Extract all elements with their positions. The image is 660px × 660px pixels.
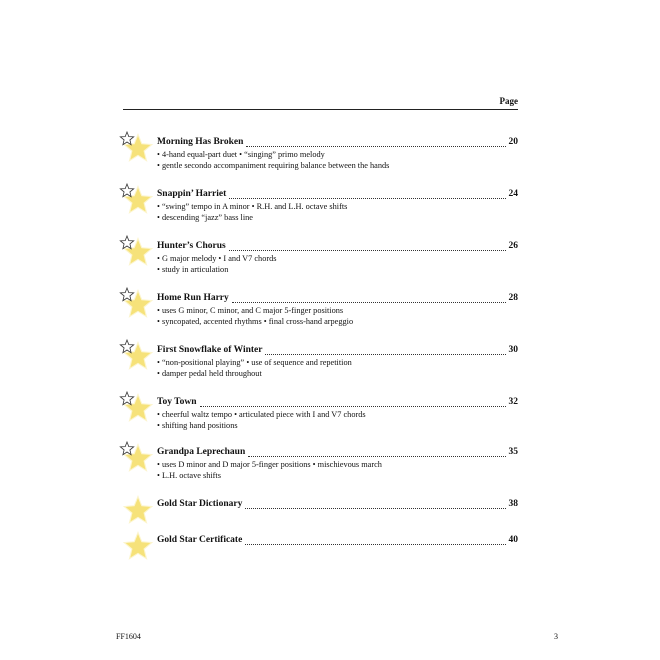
dot-leader (246, 138, 505, 147)
toc-title-row (157, 533, 518, 545)
star-icon (115, 337, 155, 373)
description-line: • G major melody • I and V7 chords (157, 254, 277, 263)
toc-title-row (157, 395, 518, 407)
toc-entry-description (157, 254, 518, 275)
toc-title-row (157, 497, 518, 509)
description-line: • shifting hand positions (157, 420, 238, 430)
toc-entry-page: 24 (508, 189, 518, 199)
star-icon (115, 181, 155, 217)
toc-title-row (157, 135, 518, 147)
description-line: • gentle secondo accompaniment requiring balance between the hands (157, 160, 390, 170)
toc-entry-description (157, 410, 518, 431)
description-line: • uses D minor and D major 5-finger positions • mischievous march (157, 460, 382, 469)
star-icon (115, 491, 155, 527)
star-icon (115, 285, 155, 321)
dot-leader (245, 500, 505, 509)
dot-leader (229, 190, 505, 199)
toc-entry-page: 32 (508, 397, 518, 407)
description-line: • “non-positional playing” • use of sequence and repetition (157, 358, 352, 367)
dot-leader (265, 346, 505, 355)
toc-entry-page: 28 (508, 293, 518, 303)
toc-entry-page: 20 (508, 137, 518, 147)
toc-entry-description (157, 460, 518, 481)
description-line: • 4-hand equal-part duet • “singing” primo melody (157, 150, 325, 159)
description-line: • study in articulation (157, 264, 229, 274)
dot-leader (232, 294, 506, 303)
toc-title-row (157, 445, 518, 457)
toc-entry-title: Snappin’ Harriet (157, 189, 227, 199)
toc-entry-title: Gold Star Certificate (157, 535, 243, 545)
description-line: • descending “jazz” bass line (157, 212, 253, 222)
toc-entry-description (157, 150, 518, 171)
toc-entry-title: Morning Has Broken (157, 137, 244, 147)
toc-title-row (157, 291, 518, 303)
toc-entry-title: Toy Town (157, 397, 197, 407)
dot-leader (200, 398, 506, 407)
description-line: • uses G minor, C minor, and C major 5-finger positions (157, 306, 344, 315)
star-icon (115, 233, 155, 269)
description-line: • L.H. octave shifts (157, 470, 221, 480)
star-icon (115, 439, 155, 475)
toc-entry-title: First Snowflake of Winter (157, 345, 263, 355)
toc-entry-title: Home Run Harry (157, 293, 229, 303)
star-icon (115, 389, 155, 425)
toc-header-rule (123, 95, 518, 110)
toc-title-row (157, 343, 518, 355)
catalog-code: FF1604 (116, 632, 141, 641)
toc-entry-page: 35 (508, 447, 518, 457)
toc-entry-page: 26 (508, 241, 518, 251)
star-icon (115, 527, 155, 563)
toc-entry-title: Hunter’s Chorus (157, 241, 226, 251)
dot-leader (245, 536, 505, 545)
dot-leader (229, 242, 506, 251)
toc-entry-title: Grandpa Leprechaun (157, 447, 246, 457)
toc-entry-description (157, 202, 518, 223)
toc-title-row (157, 187, 518, 199)
toc-entry-description (157, 358, 518, 379)
description-line: • syncopated, accented rhythms • final cross-hand arpeggio (157, 316, 354, 326)
star-icon (115, 129, 155, 165)
dot-leader (248, 448, 505, 457)
toc-entry-page: 40 (508, 535, 518, 545)
description-line: • cheerful waltz tempo • articulated piece with I and V7 chords (157, 410, 366, 419)
toc-entry-description (157, 306, 518, 327)
description-line: • “swing” tempo in A minor • R.H. and L.H. octave shifts (157, 202, 348, 211)
toc-entry-page: 30 (508, 345, 518, 355)
toc-entry-page: 38 (508, 499, 518, 509)
description-line: • damper pedal held throughout (157, 368, 262, 378)
page-number: 3 (554, 632, 558, 641)
toc-title-row (157, 239, 518, 251)
page-column-label: Page (499, 96, 518, 106)
toc-entry-title: Gold Star Dictionary (157, 499, 243, 509)
